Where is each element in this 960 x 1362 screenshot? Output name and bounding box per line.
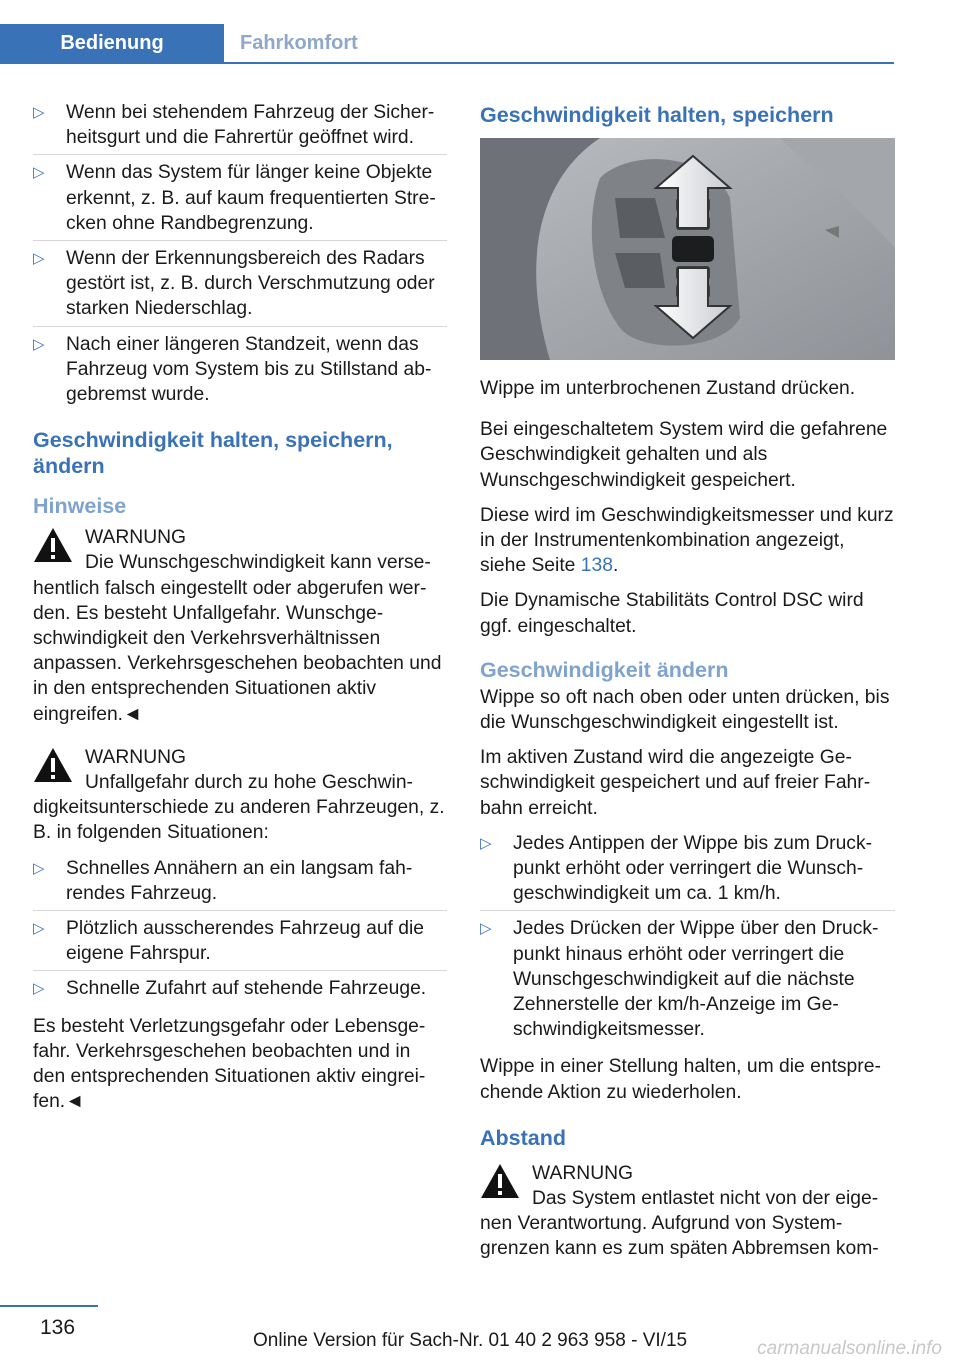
list-item: ▷ Plötzlich ausscherendes Fahrzeug auf die eigene Fahrspur. [33, 916, 447, 971]
warning-text: Unfallgefahr durch zu hohe Geschwindigkeitsunterschiede zu anderen Fahrzeugen, z. B. in folgenden Situationen: [33, 772, 445, 844]
paragraph: Diese wird im Geschwindigkeitsmesser und kurz in der Instrumentenkombination angezeigt, siehe Seite 138. [480, 504, 894, 577]
image-caption: Wippe im unterbrochenen Zustand drücken. [480, 378, 856, 399]
paragraph: Es besteht Verletzungsgefahr oder Lebensgefahr. Verkehrsgeschehen beobachten und in den entsprechenden Situationen aktiv eingreifen.◄ [33, 1015, 426, 1113]
warning-triangle-icon [33, 747, 73, 783]
steering-wheel-rocker-photo [480, 138, 895, 360]
triangle-bullet-icon: ▷ [480, 920, 492, 938]
warning-block [480, 1161, 895, 1262]
subsection-heading: Geschwindigkeit ändern [480, 657, 729, 682]
watermark: carmanualsonline.info [757, 1338, 942, 1359]
paragraph: Im aktiven Zustand wird die angezeigte Geschwindigkeit gespeichert und auf freier Fahrbahn erreicht. [480, 747, 871, 819]
warning-block [33, 745, 447, 846]
paragraph: Die Dynamische Stabilitäts Control DSC wird ggf. eingeschaltet. [480, 590, 864, 637]
triangle-bullet-icon: ▷ [33, 164, 45, 182]
conditions-list [33, 100, 447, 411]
warning-triangle-icon [480, 1163, 520, 1199]
warning-triangle-icon [33, 527, 73, 563]
triangle-bullet-icon: ▷ [33, 980, 45, 998]
triangle-bullet-icon: ▷ [33, 920, 45, 938]
tab-bedienung[interactable]: Bedienung [0, 24, 224, 62]
footer-text: Online Version für Sach-Nr. 01 40 2 963 958 - VI/15 [253, 1330, 688, 1351]
warning-text: Die Wunschgeschwindigkeit kann versehentlich falsch eingestellt oder abgerufen werden. Es besteht Unfallgefahr. Wunschgeschwindigkeit den Verkehrsverhältnissen anpassen. Verkehrsgeschehen beobachten und in den entsprechenden Situationen aktiv eingreifen.◄ [33, 552, 442, 725]
page-reference-link[interactable]: 138 [580, 555, 613, 577]
section-heading: Abstand [480, 1125, 566, 1150]
warning-title: WARNUNG [532, 1162, 634, 1184]
warning-title: WARNUNG [85, 746, 187, 768]
triangle-bullet-icon: ▷ [33, 104, 45, 121]
warning-block [33, 525, 447, 727]
list-item: ▷ Wenn der Erkennungsbereich des Radars gestört ist, z. B. durch Verschmutzung oder starken Niederschlag. [33, 246, 447, 327]
warning-title: WARNUNG [85, 527, 187, 549]
list-item: ▷ Wenn bei stehendem Fahrzeug der Sicherheitsgurt und die Fahrertür geöffnet wird. [33, 100, 447, 155]
rocker-actions-list [480, 831, 895, 1047]
left-column [33, 100, 447, 1125]
list-item: ▷ Jedes Antippen der Wippe bis zum Druckpunkt erhöht oder verringert die Wunschgeschwindigkeit um ca. 1 km/h. [480, 831, 895, 912]
triangle-bullet-icon: ▷ [33, 859, 45, 877]
paragraph: Wippe in einer Stellung halten, um die entsprechende Aktion zu wiederholen. [480, 1056, 881, 1103]
chapter-tabbar [0, 24, 894, 64]
list-item: ▷ Jedes Drücken der Wippe über den Druckpunkt hinaus erhöht oder verringert die Wunschgeschwindigkeit auf die nächste Zehnerstelle der km/h-Anzeige im Geschwindigkeitsmesser. [480, 918, 879, 1041]
situations-list [33, 856, 447, 1006]
warning-text: Das System entlastet nicht von der eigenen Verantwortung. Aufgrund von Systemgrenzen kann es zum späten Abbremsen kom- [480, 1188, 879, 1260]
triangle-bullet-icon: ▷ [33, 335, 45, 353]
triangle-bullet-icon: ▷ [33, 250, 45, 268]
list-item: ▷ Wenn das System für länger keine Objekte erkennt, z. B. auf kaum frequentierten Strecken ohne Randbegrenzung. [33, 160, 447, 241]
list-item: ▷ Nach einer längeren Standzeit, wenn das Fahrzeug vom System bis zu Stillstand abgebremst wurde. [33, 333, 432, 406]
list-item: ▷ Schnelle Zufahrt auf stehende Fahrzeuge. [33, 976, 447, 1005]
page-number-rule [0, 1305, 98, 1307]
section-heading: Geschwindigkeit halten, speichern [480, 103, 834, 127]
subsection-heading: Hinweise [33, 494, 127, 519]
paragraph: Bei eingeschaltetem System wird die gefahrene Geschwindigkeit gehalten und als Wunschgeschwindigkeit gespeichert. [480, 419, 888, 491]
right-column [480, 100, 895, 1272]
paragraph: Wippe so oft nach oben oder unten drücken, bis die Wunschgeschwindigkeit eingestellt ist. [480, 686, 890, 734]
page-number: 136 [40, 1316, 76, 1339]
list-item: ▷ Schnelles Annähern an ein langsam fahrendes Fahrzeug. [33, 856, 447, 911]
triangle-bullet-icon: ▷ [480, 834, 492, 852]
tab-fahrkomfort[interactable]: Fahrkomfort [240, 32, 358, 54]
section-heading: Geschwindigkeit halten, speichern, ändern [33, 428, 393, 479]
